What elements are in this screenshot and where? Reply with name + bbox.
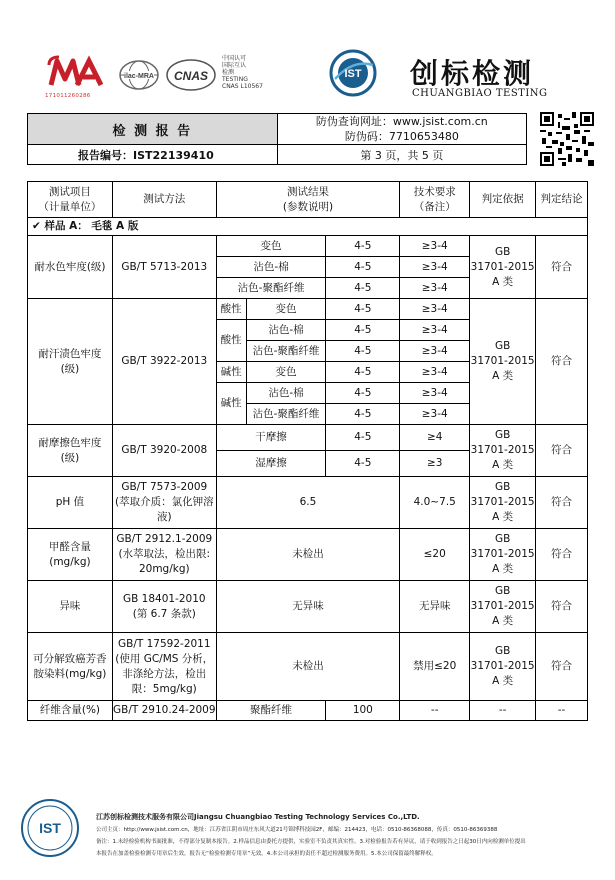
item-cell: pH 值: [28, 477, 113, 529]
sub-item: 沾色-棉: [246, 320, 326, 341]
verify-code: 防伪码：7710653480: [344, 130, 459, 143]
condition-cell: 碱性: [216, 383, 246, 425]
req-cell: ≥3-4: [400, 278, 470, 299]
cma-logo: [47, 55, 105, 91]
result-cell: 符合: [536, 633, 588, 701]
req-cell: ≤20: [400, 529, 470, 581]
col-header: 测试方法: [112, 182, 216, 218]
table-row: [28, 701, 588, 721]
condition-cell: 酸性: [216, 320, 246, 362]
basis-cell: GB 31701-2015 A 类: [470, 477, 536, 529]
table-row: [28, 299, 588, 320]
footer-company: 江苏创标检测技术服务有限公司Jiangsu Chuangbiao Testing Technology Services Co.,LTD.: [96, 813, 420, 821]
basis-cell: GB 31701-2015 A 类: [470, 299, 536, 425]
req-cell: ≥3-4: [400, 404, 470, 425]
item-cell: 耐摩擦色牢度 (级): [28, 425, 113, 477]
req-cell: 无异味: [400, 581, 470, 633]
cnas-line: CNAS L10567: [222, 83, 263, 90]
col-header: 测试项目 （计量单位）: [28, 182, 113, 218]
req-cell: ≥4: [400, 425, 470, 451]
value-cell: 4-5: [326, 320, 400, 341]
basis-cell: GB 31701-2015 A 类: [470, 581, 536, 633]
basis-cell: GB 31701-2015 A 类: [470, 529, 536, 581]
footer-line: 本报告在加盖检验检测专用章后生效，报告无“检验检测专用章”无效。4.本公司承担的责任不超过检测服务费用。5.本公司保留最终解释权。: [96, 851, 437, 857]
table-row: [28, 477, 588, 529]
method-cell: GB/T 2912.1-2009 (水萃取法，检出限: 20mg/kg): [112, 529, 216, 581]
report-number: 报告编号：IST22139410: [28, 145, 278, 165]
value-cell: 未检出: [216, 529, 400, 581]
sub-item: 变色: [246, 362, 326, 383]
value-cell: 未检出: [216, 633, 400, 701]
value-cell: 4-5: [326, 257, 400, 278]
method-cell: GB/T 3922-2013: [112, 299, 216, 425]
cnas-line: 中国认可: [222, 55, 247, 62]
cnas-line: 国际互认: [222, 62, 247, 69]
result-cell: 符合: [536, 425, 588, 477]
col-header: 测试结果 (参数说明): [216, 182, 400, 218]
col-header: 判定依据: [470, 182, 536, 218]
item-cell: 可分解致癌芳香 胺染料(mg/kg): [28, 633, 113, 701]
cnas-caption: [222, 55, 263, 90]
sub-item: 沾色-棉: [216, 257, 326, 278]
req-cell: ≥3-4: [400, 320, 470, 341]
brand-name-en: CHUANGBIAO TESTING: [412, 88, 548, 99]
basis-cell: GB 31701-2015 A 类: [470, 236, 536, 299]
method-cell: GB 18401-2010 (第 6.7 条款): [112, 581, 216, 633]
result-cell: 符合: [536, 477, 588, 529]
req-cell: ≥3-4: [400, 236, 470, 257]
req-cell: ≥3-4: [400, 362, 470, 383]
cnas-logo: [165, 58, 217, 92]
method-cell: GB/T 7573-2009 (萃取介质：氯化钾溶 液): [112, 477, 216, 529]
page-info: 第 3 页，共 5 页: [277, 145, 526, 165]
sub-item: 干摩擦: [216, 425, 326, 451]
req-cell: ≥3-4: [400, 299, 470, 320]
result-cell: --: [536, 701, 588, 721]
sub-item: 变色: [246, 299, 326, 320]
result-cell: 符合: [536, 236, 588, 299]
value-cell: 4-5: [326, 299, 400, 320]
value-cell: 100: [326, 701, 400, 721]
condition-cell: 酸性: [216, 299, 246, 320]
svg-text:IST: IST: [39, 820, 61, 836]
value-cell: 4-5: [326, 425, 400, 451]
sample-label: ✔ 样品 A： 毛毯 A 版: [28, 218, 588, 236]
table-row: [28, 633, 588, 701]
cnas-line: 检测: [222, 69, 235, 76]
sub-item: 沾色-聚酯纤维: [216, 278, 326, 299]
req-cell: 禁用≤20: [400, 633, 470, 701]
value-cell: 4-5: [326, 404, 400, 425]
table-row: [28, 529, 588, 581]
table-row: [28, 425, 588, 451]
item-cell: 异味: [28, 581, 113, 633]
item-cell: 纤维含量(%): [28, 701, 113, 721]
col-header: 技术要求 （备注）: [400, 182, 470, 218]
sub-item: 沾色-聚酯纤维: [246, 404, 326, 425]
value-cell: 4-5: [326, 383, 400, 404]
report-title: 检 测 报 告: [28, 114, 278, 145]
results-table: [27, 181, 588, 721]
item-cell: 耐汗渍色牢度 (级): [28, 299, 113, 425]
value-cell: 4-5: [326, 451, 400, 477]
cnas-line: TESTING: [222, 76, 248, 83]
table-row: [28, 236, 588, 257]
table-row: [28, 581, 588, 633]
req-cell: ≥3: [400, 451, 470, 477]
cma-code: 171011260286: [45, 93, 91, 99]
verify-cell: [277, 114, 526, 145]
method-cell: GB/T 5713-2013: [112, 236, 216, 299]
col-header: 判定结论: [536, 182, 588, 218]
sub-item: 沾色-聚酯纤维: [246, 341, 326, 362]
value-cell: 无异味: [216, 581, 400, 633]
req-cell: ≥3-4: [400, 341, 470, 362]
condition-cell: 碱性: [216, 362, 246, 383]
basis-cell: GB 31701-2015 A 类: [470, 633, 536, 701]
verify-url: 防伪查询网址：www.jsist.com.cn: [315, 115, 488, 128]
method-cell: GB/T 17592-2011 (使用 GC/MS 分析， 非涤纶方法，检出 限：5mg/kg): [112, 633, 216, 701]
table-header-row: [28, 182, 588, 218]
item-cell: 耐水色牢度(级): [28, 236, 113, 299]
footer-line: 公司主页：http://www.jsist.com.cn，地址：江苏省江阴市周庄东风大道21号锦博科技园2F，邮编：214423，电话：0510-86368088，传真：0510-86369388: [96, 827, 498, 833]
value-cell: 4-5: [326, 278, 400, 299]
sub-item: 变色: [216, 236, 326, 257]
value-cell: 4-5: [326, 362, 400, 383]
report-header-table: [27, 113, 527, 165]
req-cell: ≥3-4: [400, 257, 470, 278]
result-cell: 符合: [536, 581, 588, 633]
sub-item: 聚酯纤维: [216, 701, 326, 721]
method-cell: GB/T 2910.24-2009: [112, 701, 216, 721]
brand-name-cn: 创标检测: [410, 57, 535, 90]
qr-code: [540, 112, 594, 166]
basis-cell: GB 31701-2015 A 类: [470, 425, 536, 477]
req-cell: ≥3-4: [400, 383, 470, 404]
footer-line: 备注：1.未经检验机构书面批准，不得部分复制本报告。2.样品信息由委托方提供，实验室不负责其真实性。3.对检验报告若有异议，请于收到报告之日起30日内向检测单位提出: [96, 839, 526, 845]
result-cell: 符合: [536, 299, 588, 425]
value-cell: 4-5: [326, 341, 400, 362]
req-cell: 4.0~7.5: [400, 477, 470, 529]
ilac-mra-logo: [118, 58, 160, 92]
value-cell: 6.5: [216, 477, 400, 529]
basis-cell: --: [470, 701, 536, 721]
sub-item: 湿摩擦: [216, 451, 326, 477]
value-cell: 4-5: [326, 236, 400, 257]
ist-seal-logo: [20, 798, 80, 858]
result-cell: 符合: [536, 529, 588, 581]
sub-item: 沾色-棉: [246, 383, 326, 404]
ist-logo: [329, 49, 377, 97]
item-cell: 甲醛含量 (mg/kg): [28, 529, 113, 581]
req-cell: --: [400, 701, 470, 721]
method-cell: GB/T 3920-2008: [112, 425, 216, 477]
svg-text:CNAS: CNAS: [173, 69, 209, 83]
svg-text:IST: IST: [344, 68, 362, 80]
svg-text:ilac-MRA: ilac-MRA: [124, 73, 154, 80]
